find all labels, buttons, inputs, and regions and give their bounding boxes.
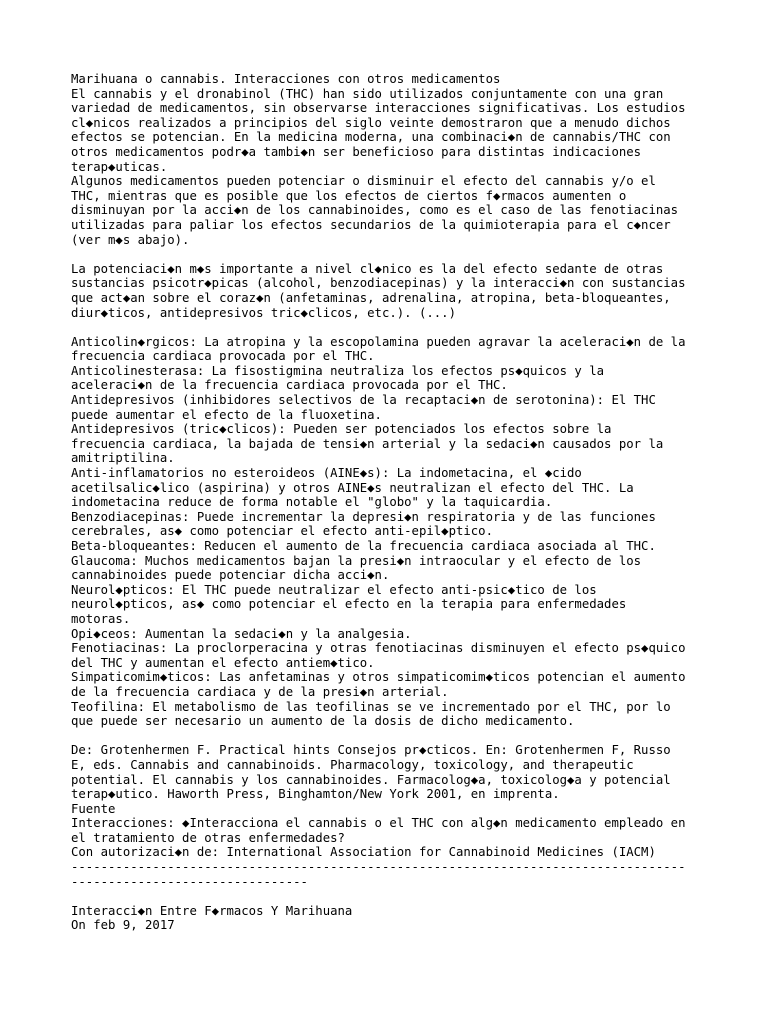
text-line: el tratamiento de otras enfermedades? [71, 830, 345, 845]
text-line: Fuente [71, 801, 116, 816]
text-line: El cannabis y el dronabinol (THC) han sido utilizados conjuntamente con una gran [71, 86, 664, 101]
text-line: THC, mientras que es posible que los efectos de ciertos f◆rmacos aumenten o [71, 188, 627, 203]
intro-section [71, 72, 711, 247]
document-page [71, 72, 711, 933]
text-line: cl◆nicos realizados a principios del siglo veinte demostraron que a menudo dichos [71, 115, 671, 130]
text-line: (ver m◆s abajo). [71, 232, 190, 247]
text-line: acetilsalic◆lico (aspirina) y otros AINE◆s neutralizan el efecto del THC. La [71, 480, 634, 495]
text-line: On feb 9, 2017 [71, 918, 175, 933]
paragraph-gap [71, 729, 711, 744]
text-line: La potenciaci◆n m◆s importante a nivel cl◆nico es la del efecto sedante de otras [71, 261, 664, 276]
reference-section [71, 743, 711, 889]
text-line: sustancias psicotr◆picas (alcohol, benzodiacepinas) y la interacci◆n con sustancias [71, 276, 686, 291]
text-line: frecuencia cardiaca provocada por el THC. [71, 349, 375, 364]
text-line: Marihuana o cannabis. Interacciones con otros medicamentos [71, 72, 501, 86]
text-line: Benzodiacepinas: Puede incrementar la depresi◆n respiratoria y de las funciones [71, 509, 656, 524]
text-line: E, eds. Cannabis and cannabinoids. Pharmacology, toxicology, and therapeutic [71, 757, 634, 772]
text-line: Anticolinesterasa: La fisostigmina neutraliza los efectos ps◆quicos y la [71, 363, 605, 378]
drug-interactions-list [71, 335, 711, 729]
footer-section [71, 904, 711, 933]
text-line: diur◆ticos, antidepresivos tric◆clicos, etc.). (...) [71, 305, 456, 320]
text-line: potential. El cannabis y los cannabinoides. Farmacolog◆a, toxicolog◆a y potencial [71, 772, 671, 787]
text-line: cannabinoides puede potenciar dicha acci◆n. [71, 568, 390, 583]
text-line: del THC y aumentan el efecto antiem◆tico. [71, 655, 375, 670]
text-line: otros medicamentos podr◆a tambi◆n ser beneficioso para distintas indicaciones [71, 144, 642, 159]
text-line: Anti-inflamatorios no esteroideos (AINE◆s): La indometacina, el ◆cido [71, 466, 582, 481]
text-line: indometacina reduce de forma notable el "globo" y la taquicardia. [71, 495, 553, 510]
text-line: Algunos medicamentos pueden potenciar o disminuir el efecto del cannabis y/o el [71, 174, 656, 189]
text-line: Simpaticomim◆ticos: Las anfetaminas y otros simpaticomim◆ticos potencian el aumento [71, 670, 686, 685]
text-line: frecuencia cardiaca, la bajada de tensi◆n arterial y la sedaci◆n causados por la [71, 436, 664, 451]
paragraph-gap [71, 320, 711, 335]
text-line: puede aumentar el efecto de la fluoxetina. [71, 407, 382, 422]
text-line: -------------------------------- [71, 874, 308, 889]
text-line: que puede ser necesario un aumento de la dosis de dicho medicamento. [71, 714, 575, 729]
text-line: motoras. [71, 611, 131, 626]
text-line: neurol◆pticos, as◆ como potenciar el efecto en la terapia para enfermedades [71, 597, 627, 612]
text-line: de la frecuencia cardiaca y de la presi◆n arterial. [71, 684, 449, 699]
text-line: Antidepresivos (tric◆clicos): Pueden ser potenciados los efectos sobre la [71, 422, 612, 437]
text-line: efectos se potencian. En la medicina moderna, una combinaci◆n de cannabis/THC con [71, 130, 671, 145]
text-line: De: Grotenhermen F. Practical hints Consejos pr◆cticos. En: Grotenhermen F, Russo [71, 743, 671, 758]
text-line: Opi◆ceos: Aumentan la sedaci◆n y la analgesia. [71, 626, 412, 641]
text-line: Glaucoma: Muchos medicamentos bajan la presi◆n intraocular y el efecto de los [71, 553, 642, 568]
text-line: amitriptilina. [71, 451, 175, 466]
text-line: Con autorizaci◆n de: International Association for Cannabinoid Medicines (IACM) [71, 845, 656, 860]
text-line: Beta-bloqueantes: Reducen el aumento de la frecuencia cardiaca asociada al THC. [71, 539, 656, 553]
text-line: terap◆utico. Haworth Press, Binghamton/New York 2001, en imprenta. [71, 787, 560, 802]
paragraph-gap [71, 889, 711, 904]
text-line: Fenotiacinas: La proclorperacina y otras fenotiacinas disminuyen el efecto ps◆quico [71, 641, 686, 656]
text-line: variedad de medicamentos, sin observarse interacciones significativas. Los estudios [71, 101, 686, 116]
text-line: terap◆uticas. [71, 159, 168, 174]
text-line: Teofilina: El metabolismo de las teofilinas se ve incrementado por el THC, por lo [71, 699, 671, 714]
text-line: utilizadas para paliar los efectos secundarios de la quimioterapia para el c◆ncer [71, 217, 671, 232]
text-line: ----------------------------------------------------------------------------------- [71, 860, 686, 875]
potentiation-section [71, 262, 711, 320]
text-line: cerebrales, as◆ como potenciar el efecto anti-epil◆ptico. [71, 524, 493, 539]
text-line: que act◆an sobre el coraz◆n (anfetaminas, adrenalina, atropina, beta-bloqueantes, [71, 290, 671, 305]
text-line: disminuyan por la acci◆n de los cannabinoides, como es el caso de las fenotiacinas [71, 203, 679, 218]
text-line: Interacci◆n Entre F◆rmacos Y Marihuana [71, 903, 353, 918]
text-line: Neurol◆pticos: El THC puede neutralizar el efecto anti-psic◆tico de los [71, 582, 597, 597]
paragraph-gap [71, 247, 711, 262]
text-line: Antidepresivos (inhibidores selectivos de la recaptaci◆n de serotonina): El THC [71, 393, 656, 408]
text-line: Anticolin◆rgicos: La atropina y la escopolamina pueden agravar la aceleraci◆n de la [71, 334, 686, 349]
text-line: Interacciones: ◆Interacciona el cannabis o el THC con alg◆n medicamento empleado en [71, 816, 686, 831]
text-line: aceleraci◆n de la frecuencia cardiaca provocada por el THC. [71, 378, 508, 393]
